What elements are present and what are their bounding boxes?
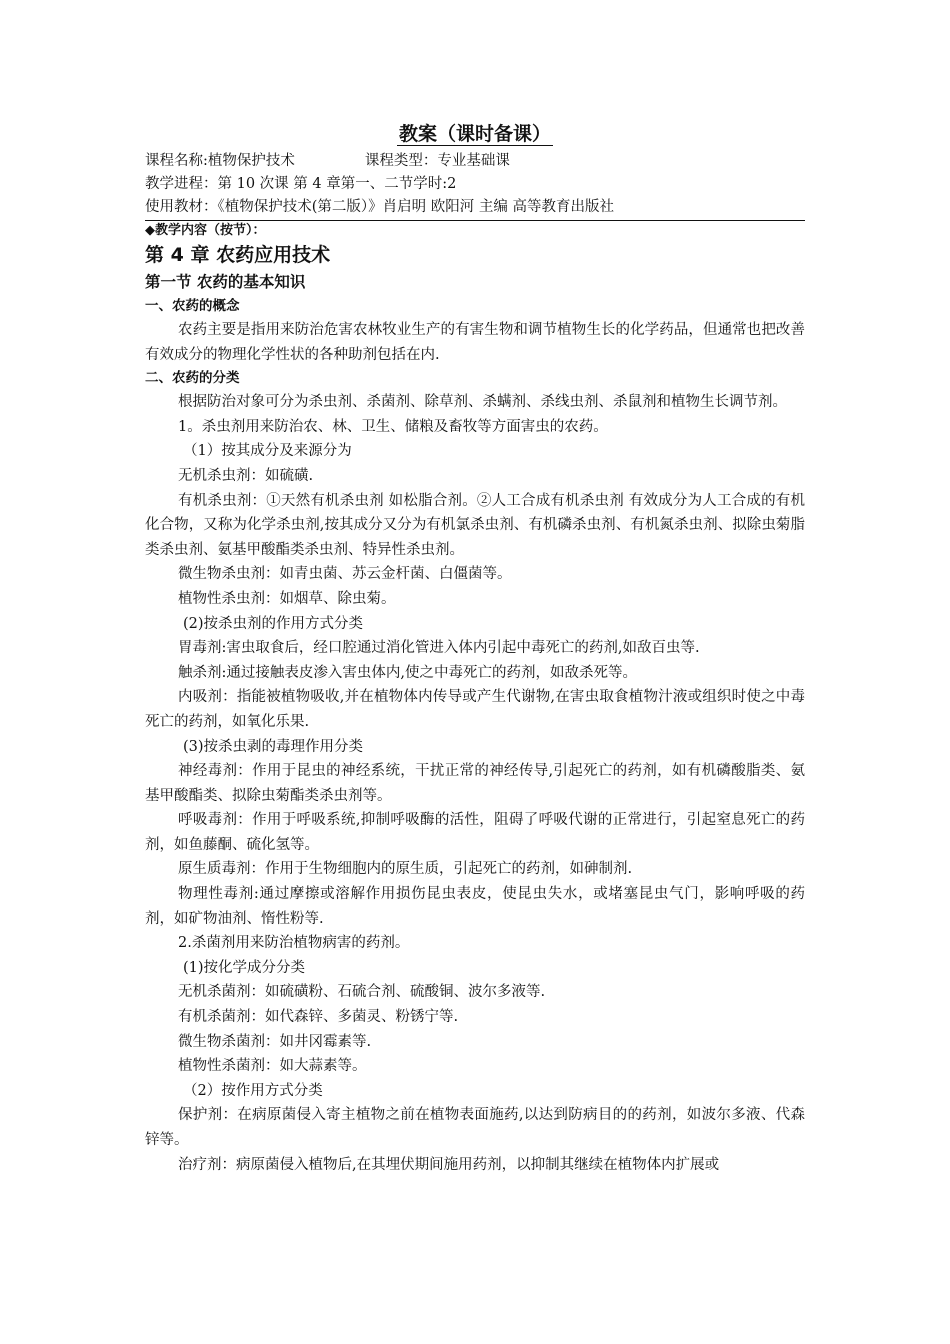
paragraph: 内吸剂：指能被植物吸收,并在植物体内传导或产生代谢物,在害虫取食植物汁液或组织时使之中毒死亡的药剂，如氧化乐果. bbox=[145, 689, 805, 730]
paragraph: 无机杀菌剂：如硫磺粉、石硫合剂、硫酸铜、波尔多液等. bbox=[178, 984, 546, 1001]
paragraph: 触杀剂:通过接触表皮渗入害虫体内,使之中毒死亡的药剂，如敌杀死等。 bbox=[178, 664, 637, 681]
paragraph: 原生质毒剂：作用于生物细胞内的原生质，引起死亡的药剂，如砷制剂. bbox=[178, 861, 633, 878]
subsection-heading: 二、农药的分类 bbox=[145, 370, 240, 387]
course-type: 课程类型：专业基础课 bbox=[364, 153, 510, 169]
paragraph: 1。杀虫剂用来防治农、林、卫生、储粮及畜牧等方面害虫的农药。 bbox=[178, 418, 608, 435]
document-title: 教案（课时备课） bbox=[398, 123, 551, 145]
subsection-heading: 一、农药的概念 bbox=[145, 298, 240, 314]
paragraph: 保护剂：在病原菌侵入寄主植物之前在植物表面施药,以达到防病目的的药剂，如波尔多液、代森锌等。 bbox=[145, 1107, 805, 1148]
classification-heading: (2)按杀虫剂的作用方式分类 bbox=[183, 615, 364, 632]
classification-heading: （1）按其成分及来源分为 bbox=[183, 443, 352, 460]
teaching-progress: 教学进程：第 10 次课 第 4 章第一、二节学时:2 bbox=[145, 176, 457, 192]
classification-heading: (3)按杀虫剥的毒理作用分类 bbox=[183, 738, 364, 755]
paragraph: 微生物杀菌剂：如井冈霉素等. bbox=[178, 1033, 372, 1050]
paragraph: 根据防治对象可分为杀虫剂、杀菌剂、除草剂、杀螨剂、杀线虫剂、杀鼠剂和植物生长调节剂。 bbox=[178, 394, 787, 411]
paragraph: 物理性毒剂:通过摩擦或溶解作用损伤昆虫表皮，使昆虫失水，或堵塞昆虫气门，影响呼吸的药剂，如矿物油剂、惰性粉等. bbox=[145, 886, 805, 927]
course-info-line bbox=[145, 150, 805, 173]
paragraph: 2.杀菌剂用来防治植物病害的药剂。 bbox=[178, 935, 410, 952]
paragraph: 植物性杀菌剂：如大蒜素等。 bbox=[178, 1058, 367, 1075]
course-name: 课程名称:植物保护技术 bbox=[145, 153, 295, 169]
lesson-plan-page bbox=[145, 118, 805, 1177]
section-heading: 第一节 农药的基本知识 bbox=[145, 273, 306, 291]
paragraph: 微生物杀虫剂：如青虫菌、苏云金杆菌、白僵菌等。 bbox=[178, 566, 512, 583]
content-marker: ◆教学内容（按节）： bbox=[145, 223, 266, 238]
paragraph: 无机杀虫剂：如硫磺. bbox=[178, 467, 314, 484]
paragraph: 呼吸毒剂：作用于呼吸系统,抑制呼吸酶的活性，阻碍了呼吸代谢的正常进行，引起窒息死亡的药剂，如鱼藤酮、硫化氢等。 bbox=[145, 812, 805, 853]
classification-heading: （2）按作用方式分类 bbox=[183, 1082, 323, 1099]
paragraph: 农药主要是指用来防治危害农林牧业生产的有害生物和调节植物生长的化学药品，但通常也把改善有效成分的物理化学性状的各种助剂包括在内. bbox=[145, 322, 805, 363]
textbook-line: 使用教材：《植物保护技术(第二版）》肖启明 欧阳河 主编 高等教育出版社 bbox=[145, 199, 614, 215]
chapter-heading: 第 4 章 农药应用技术 bbox=[145, 244, 331, 266]
paragraph: 有机杀虫剂：①天然有机杀虫剂 如松脂合剂。②人工合成有机杀虫剂 有效成分为人工合成的有机化合物，又称为化学杀虫剂,按其成分又分为有机氯杀虫剂、有机磷杀虫剂、有机氮杀虫剂、拟除虫菊脂类杀虫剂、氨基甲酸酯类杀虫剂、特异性杀虫剂。 bbox=[145, 492, 805, 558]
body-text bbox=[145, 295, 805, 1177]
paragraph: 治疗剂：病原菌侵入植物后,在其埋伏期间施用药剂，以抑制其继续在植物体内扩展或 bbox=[178, 1156, 720, 1173]
paragraph: 胃毒剂:害虫取食后，经口腔通过消化管进入体内引起中毒死亡的药剂,如敌百虫等. bbox=[178, 640, 700, 657]
paragraph: 有机杀菌剂：如代森锌、多菌灵、粉锈宁等. bbox=[178, 1009, 459, 1026]
classification-heading: (1)按化学成分分类 bbox=[183, 959, 306, 976]
paragraph: 植物性杀虫剂：如烟草、除虫菊。 bbox=[178, 590, 396, 607]
paragraph: 神经毒剂：作用于昆虫的神经系统，干扰正常的神经传导,引起死亡的药剂，如有机磷酸脂类、氨基甲酸酯类、拟除虫菊酯类杀虫剂等。 bbox=[145, 763, 805, 804]
